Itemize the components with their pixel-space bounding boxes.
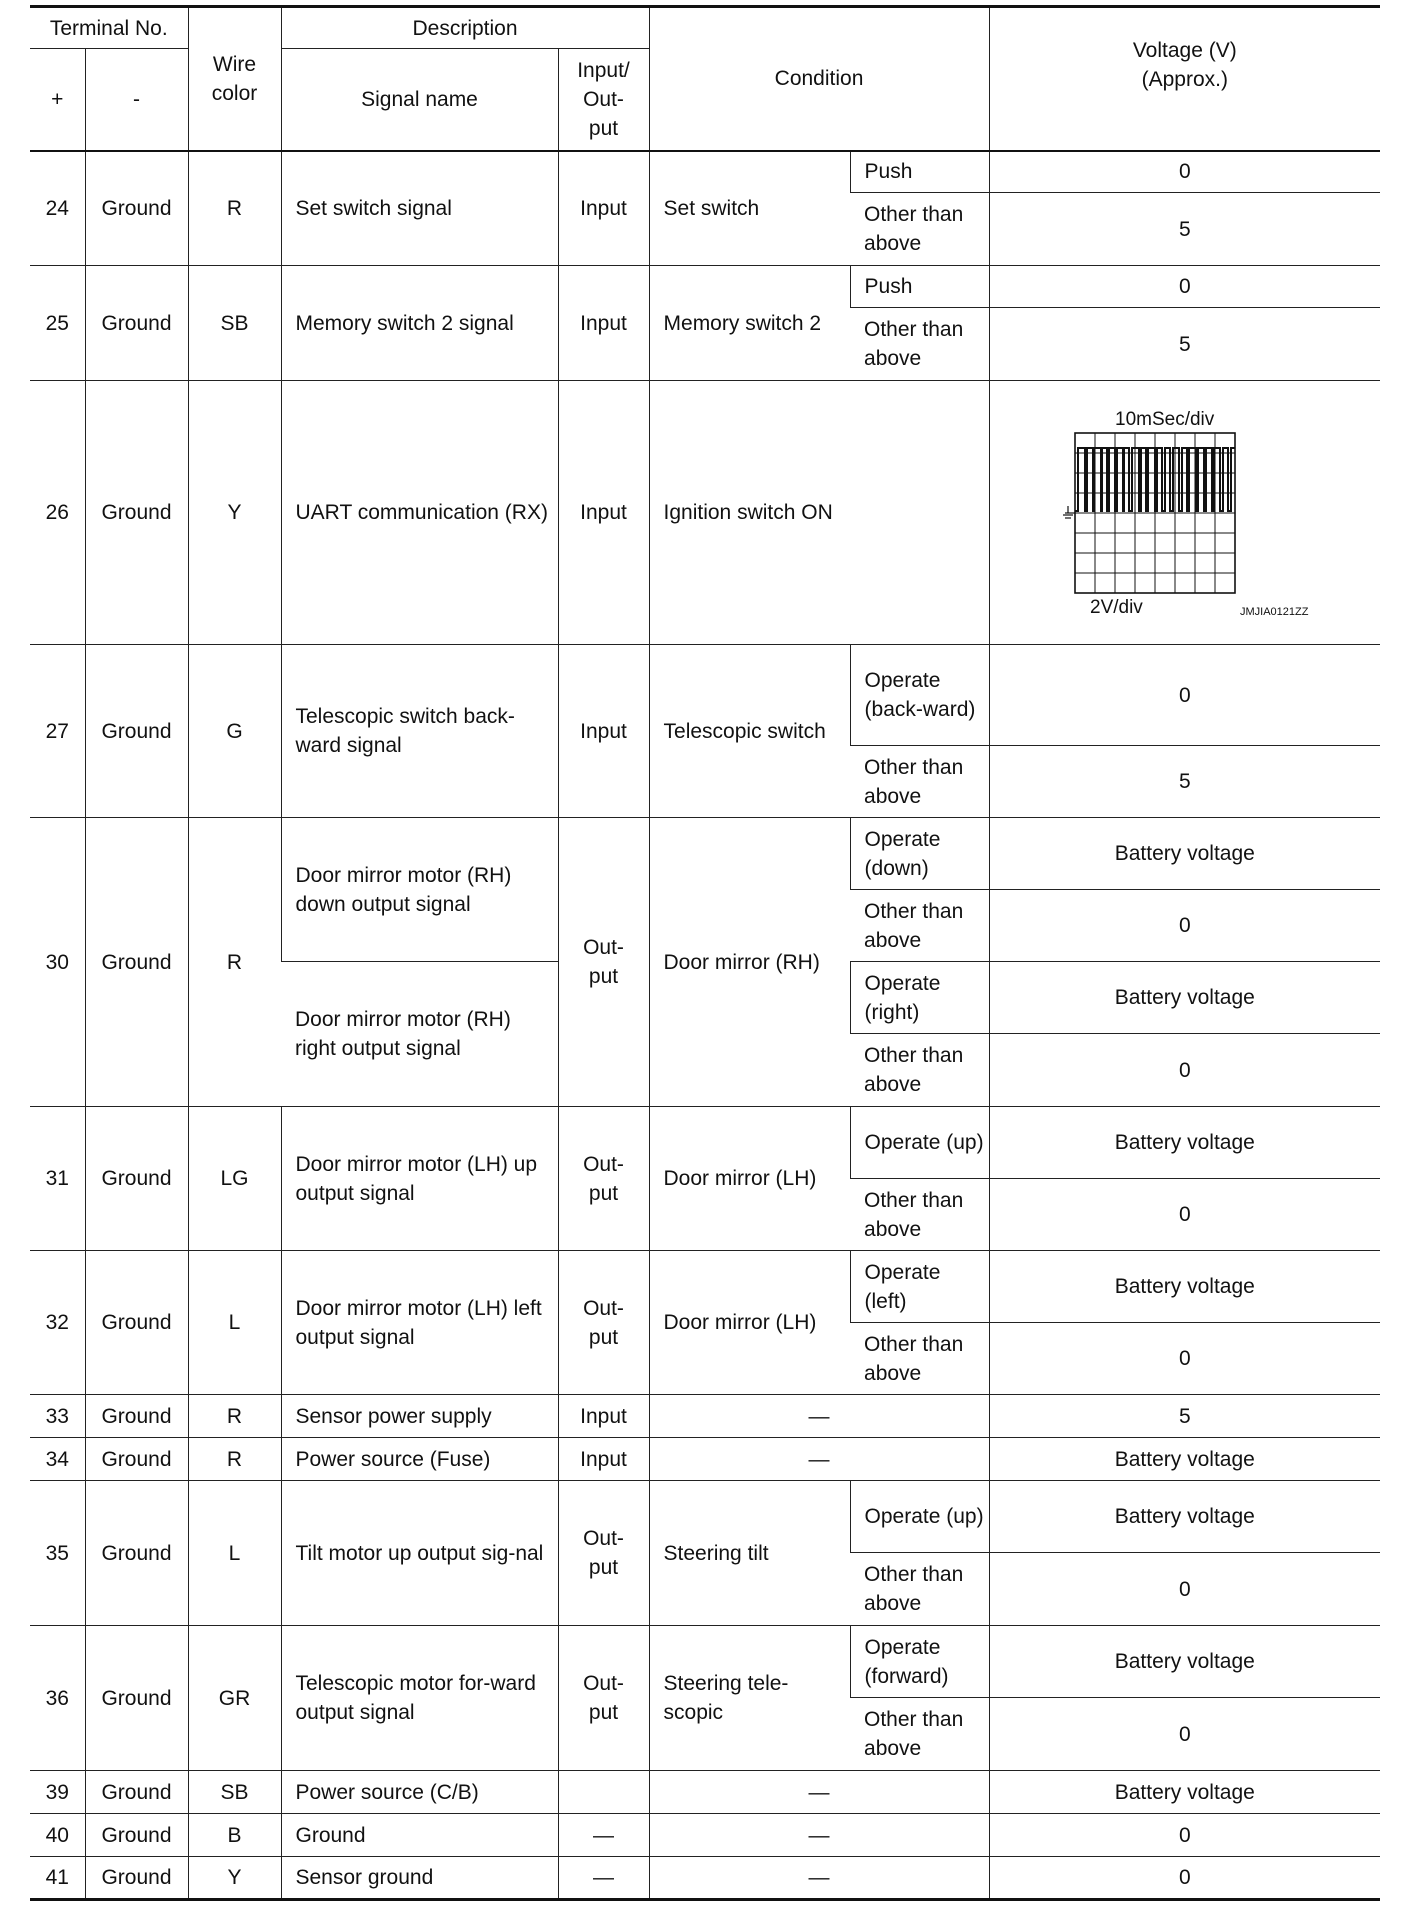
terminal-minus: Ground: [85, 1107, 188, 1251]
voltage-value: Battery voltage: [989, 962, 1380, 1034]
terminal-plus: 33: [30, 1395, 85, 1438]
terminal-plus: 35: [30, 1481, 85, 1626]
signal-name: Door mirror motor (RH) right output signal: [281, 962, 558, 1107]
signal-name: Sensor ground: [281, 1857, 558, 1900]
voltage-value: 0: [989, 1698, 1380, 1771]
voltage-value: Battery voltage: [989, 1251, 1380, 1323]
sub-condition: Other than above: [850, 1179, 989, 1251]
voltage-value: 0: [989, 645, 1380, 746]
voltage-value: 5: [989, 746, 1380, 818]
condition: Ignition switch ON: [649, 381, 989, 645]
input-output: —: [558, 1814, 649, 1857]
sub-condition: Push: [850, 151, 989, 193]
terminal-plus: 40: [30, 1814, 85, 1857]
header-signal-name: Signal name: [281, 49, 558, 151]
terminal-plus: 27: [30, 645, 85, 818]
input-output: [558, 1771, 649, 1814]
voltage-value: 0: [989, 1034, 1380, 1107]
voltage-value: Battery voltage: [989, 1626, 1380, 1698]
sub-condition: Operate (up): [850, 1107, 989, 1179]
terminal-minus: Ground: [85, 818, 188, 1107]
sub-condition: Push: [850, 266, 989, 308]
terminal-plus: 32: [30, 1251, 85, 1395]
terminal-plus: 34: [30, 1438, 85, 1481]
header-minus: -: [85, 49, 188, 151]
condition: Set switch: [649, 151, 850, 266]
input-output: Out-put: [558, 1481, 649, 1626]
sub-condition: Operate (left): [850, 1251, 989, 1323]
terminal-minus: Ground: [85, 1857, 188, 1900]
terminal-plus: 30: [30, 818, 85, 1107]
input-output: Out-put: [558, 818, 649, 1107]
terminal-minus: Ground: [85, 151, 188, 266]
voltage-value: Battery voltage: [989, 1481, 1380, 1553]
signal-name: Door mirror motor (LH) up output signal: [281, 1107, 558, 1251]
terminal-plus: 26: [30, 381, 85, 645]
voltage-value: 0: [989, 1857, 1380, 1900]
oscilloscope-cell: [989, 381, 1380, 645]
voltage-value: 0: [989, 1323, 1380, 1395]
condition: —: [649, 1814, 989, 1857]
condition: —: [649, 1438, 989, 1481]
input-output: Input: [558, 151, 649, 266]
terminal-plus: 24: [30, 151, 85, 266]
wire-color: GR: [188, 1626, 281, 1771]
condition: Door mirror (LH): [649, 1251, 850, 1395]
signal-name: Sensor power supply: [281, 1395, 558, 1438]
sub-condition: Other than above: [850, 890, 989, 962]
signal-name: Telescopic switch back-ward signal: [281, 645, 558, 818]
sub-condition: Other than above: [850, 746, 989, 818]
terminal-minus: Ground: [85, 1251, 188, 1395]
header-terminal-no: Terminal No.: [30, 7, 188, 49]
input-output: Input: [558, 381, 649, 645]
wire-color: R: [188, 1438, 281, 1481]
signal-name: Telescopic motor for-ward output signal: [281, 1626, 558, 1771]
signal-name: Memory switch 2 signal: [281, 266, 558, 381]
terminal-plus: 31: [30, 1107, 85, 1251]
voltage-value: 0: [989, 1814, 1380, 1857]
terminal-minus: Ground: [85, 1481, 188, 1626]
sub-condition: Operate (back-ward): [850, 645, 989, 746]
terminal-minus: Ground: [85, 645, 188, 818]
signal-name: Door mirror motor (RH) down output signal: [281, 818, 558, 962]
condition: Memory switch 2: [649, 266, 850, 381]
wire-color: R: [188, 1395, 281, 1438]
terminal-plus: 36: [30, 1626, 85, 1771]
oscilloscope-waveform: [1035, 403, 1335, 623]
signal-name: Tilt motor up output sig-nal: [281, 1481, 558, 1626]
terminal-minus: Ground: [85, 266, 188, 381]
header-description: Description: [281, 7, 649, 49]
wire-color: G: [188, 645, 281, 818]
condition: Door mirror (LH): [649, 1107, 850, 1251]
wire-color: R: [188, 818, 281, 1107]
terminal-plus: 41: [30, 1857, 85, 1900]
voltage-value: Battery voltage: [989, 1438, 1380, 1481]
condition: Steering tilt: [649, 1481, 850, 1626]
signal-name: Ground: [281, 1814, 558, 1857]
wire-color: SB: [188, 266, 281, 381]
signal-name: Power source (Fuse): [281, 1438, 558, 1481]
condition: Telescopic switch: [649, 645, 850, 818]
sub-condition: Other than above: [850, 308, 989, 381]
header-condition: Condition: [649, 7, 989, 151]
sub-condition: Other than above: [850, 1323, 989, 1395]
terminal-minus: Ground: [85, 1814, 188, 1857]
wire-color: B: [188, 1814, 281, 1857]
voltage-value: 0: [989, 890, 1380, 962]
condition: —: [649, 1771, 989, 1814]
wire-color: Y: [188, 1857, 281, 1900]
header-wire-color: Wire color: [188, 7, 281, 151]
signal-name: Set switch signal: [281, 151, 558, 266]
scope-volt-div: 2V/div: [1089, 596, 1143, 618]
sub-condition: Other than above: [850, 193, 989, 266]
condition: —: [649, 1857, 989, 1900]
terminal-minus: Ground: [85, 1771, 188, 1814]
voltage-value: Battery voltage: [989, 1771, 1380, 1814]
sub-condition: Other than above: [850, 1553, 989, 1626]
signal-name: Power source (C/B): [281, 1771, 558, 1814]
header-voltage: Voltage (V) (Approx.): [989, 7, 1380, 151]
input-output: Input: [558, 1395, 649, 1438]
wire-color: R: [188, 151, 281, 266]
wire-color: L: [188, 1481, 281, 1626]
signal-name: Door mirror motor (LH) left output signal: [281, 1251, 558, 1395]
input-output: Input: [558, 1438, 649, 1481]
sub-condition: Operate (down): [850, 818, 989, 890]
wire-color: LG: [188, 1107, 281, 1251]
terminal-table-document: [30, 5, 1380, 1901]
condition: —: [649, 1395, 989, 1438]
sub-condition: Operate (up): [850, 1481, 989, 1553]
scope-time-div: 10mSec/div: [1114, 408, 1215, 430]
input-output: —: [558, 1857, 649, 1900]
wire-color: L: [188, 1251, 281, 1395]
terminal-minus: Ground: [85, 1438, 188, 1481]
input-output: Out-put: [558, 1107, 649, 1251]
terminal-plus: 39: [30, 1771, 85, 1814]
voltage-value: 0: [989, 1179, 1380, 1251]
input-output: Input: [558, 645, 649, 818]
input-output: Out-put: [558, 1251, 649, 1395]
input-output: Input: [558, 266, 649, 381]
condition: Steering tele-scopic: [649, 1626, 850, 1771]
condition: Door mirror (RH): [649, 818, 850, 1107]
sub-condition: Operate (right): [850, 962, 989, 1034]
header-plus: +: [30, 49, 85, 151]
wire-color: Y: [188, 381, 281, 645]
voltage-value: 0: [989, 151, 1380, 193]
terminal-minus: Ground: [85, 381, 188, 645]
sub-condition: Other than above: [850, 1034, 989, 1107]
uart-waveform-trace: [1075, 448, 1235, 511]
scope-figure-code: JMJIA0121ZZ: [1239, 605, 1309, 618]
header-input-output: Input/ Out- put: [558, 49, 649, 151]
voltage-value: 5: [989, 1395, 1380, 1438]
voltage-value: 0: [989, 266, 1380, 308]
voltage-value: Battery voltage: [989, 1107, 1380, 1179]
signal-name: UART communication (RX): [281, 381, 558, 645]
input-output: Out-put: [558, 1626, 649, 1771]
wire-color: SB: [188, 1771, 281, 1814]
sub-condition: Operate (forward): [850, 1626, 989, 1698]
terminal-plus: 25: [30, 266, 85, 381]
voltage-value: Battery voltage: [989, 818, 1380, 890]
ground-symbol-icon: [1063, 506, 1075, 518]
sub-condition: Other than above: [850, 1698, 989, 1771]
voltage-value: 5: [989, 308, 1380, 381]
voltage-value: 0: [989, 1553, 1380, 1626]
terminal-spec-table: [30, 5, 1380, 1901]
voltage-value: 5: [989, 193, 1380, 266]
terminal-minus: Ground: [85, 1395, 188, 1438]
terminal-minus: Ground: [85, 1626, 188, 1771]
